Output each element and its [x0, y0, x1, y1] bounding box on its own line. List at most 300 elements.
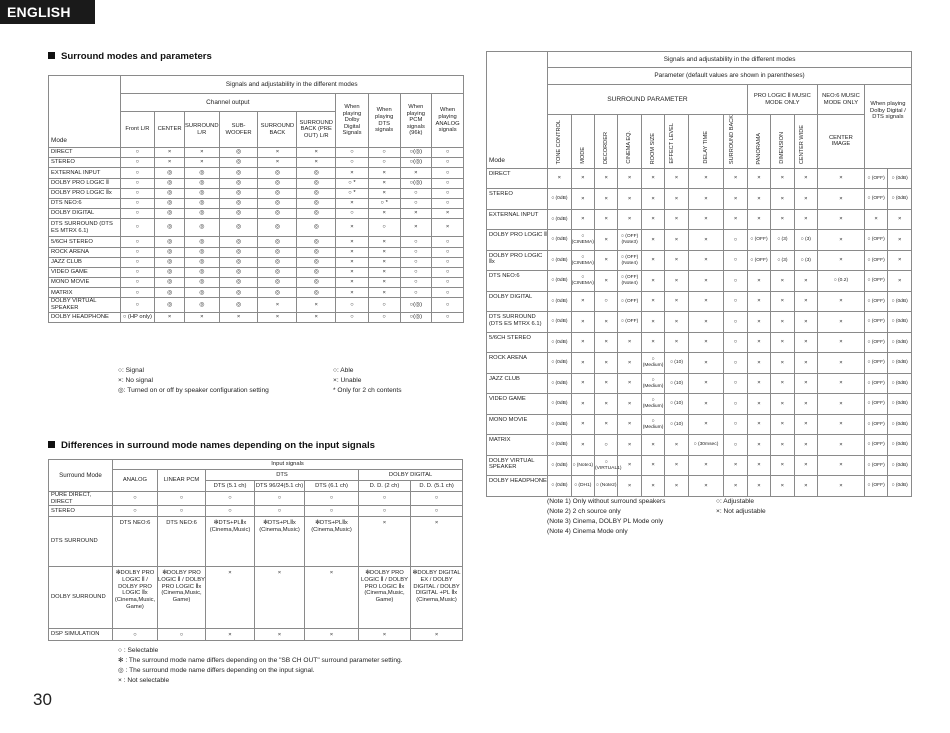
table-cell: ○ (Medium): [641, 394, 664, 415]
table-cell: ×: [747, 312, 770, 333]
table-cell: ×: [794, 312, 817, 333]
table-cell: ○: [724, 373, 747, 394]
mode-name-cell: MATRIX: [487, 435, 548, 456]
mode-name-cell: DIRECT: [49, 148, 121, 158]
table-cell: ○ (0dB): [888, 394, 912, 415]
table-cell: ◎: [155, 298, 185, 312]
table-cell: ×: [771, 455, 794, 476]
table-cell: ○ (VIRTUAL1): [594, 455, 617, 476]
table-cell: ×: [368, 237, 400, 247]
table-cell: ◎: [219, 247, 258, 257]
table-cell: ○ (3): [794, 230, 817, 251]
mode-name-cell: 5/6CH STEREO: [487, 332, 548, 353]
section-title-differences: Differences in surround mode names depending on the input signals: [48, 440, 375, 451]
table-cell: ◎: [184, 209, 219, 219]
table-cell: ○: [359, 492, 411, 506]
table-cell: ○ (0.2): [818, 271, 865, 292]
table-cell: ◎: [155, 209, 185, 219]
legend-able: ○: Able: [333, 367, 354, 374]
table-cell: ○: [724, 230, 747, 251]
table-cell: ◎: [297, 288, 336, 298]
table-cell: ×: [336, 168, 369, 178]
mode-name-cell: DOLBY PRO LOGIC Ⅱ: [487, 230, 548, 251]
table-cell: ○ (OFF): [864, 168, 887, 189]
table-cell: ○ (0dB): [548, 414, 571, 435]
mode-header: Mode: [49, 76, 121, 148]
table-cell: ×: [641, 209, 664, 230]
table-row: [487, 250, 912, 271]
table-cell: ×: [297, 298, 336, 312]
table-cell: ○: [120, 148, 155, 158]
table-cell: ×: [888, 271, 912, 292]
mode-name-cell: DOLBY PRO LOGIC Ⅱx: [487, 250, 548, 271]
table-cell: ○ *: [336, 178, 369, 188]
dts-col: DTS (5.1 ch): [206, 481, 255, 492]
table-cell: ×: [818, 373, 865, 394]
table-cell: ×: [794, 435, 817, 456]
table-cell: ◎: [297, 178, 336, 188]
table-row: [49, 247, 464, 257]
table-cell: ○: [432, 288, 464, 298]
table-cell: ×: [771, 209, 794, 230]
table-cell: ×: [724, 455, 747, 476]
table-cell: ×: [818, 312, 865, 333]
table-cell: ×: [155, 312, 185, 322]
table-cell: ○ (10): [665, 414, 688, 435]
table-cell: ×: [688, 230, 724, 251]
table-cell: ○: [113, 629, 158, 641]
table-row: [487, 312, 912, 333]
table-cell: ◎: [297, 267, 336, 277]
table-cell: ×: [688, 332, 724, 353]
table-cell: ○: [400, 247, 432, 257]
table-cell: ○: [336, 148, 369, 158]
table-row: [487, 168, 912, 189]
table-cell: ○: [336, 158, 369, 168]
table-cell: ×: [641, 250, 664, 271]
mode-name-cell: MATRIX: [49, 288, 121, 298]
table-cell: ○ (3): [771, 250, 794, 271]
table-cell: ×: [665, 271, 688, 292]
col-header-mode: MODE: [571, 115, 594, 169]
table-row: [49, 506, 463, 517]
table-cell: ○: [400, 278, 432, 288]
note-2: (Note 2) 2 ch source only: [547, 508, 621, 515]
table-cell: ×: [818, 353, 865, 374]
table-cell: ○: [120, 267, 155, 277]
mode-name-cell: JAZZ CLUB: [49, 257, 121, 267]
table-row: [487, 414, 912, 435]
table-cell: ×: [794, 394, 817, 415]
table-cell: ○: [255, 492, 305, 506]
table-cell: ◎: [258, 257, 297, 267]
table-cell: ×: [747, 476, 770, 497]
table-row: [49, 237, 464, 247]
dts-col: DTS (6.1 ch): [305, 481, 359, 492]
when-playing-header: When playing Dolby Digital / DTS signals: [864, 85, 911, 169]
table-cell: ×: [368, 178, 400, 188]
col-header: When playing DTS signals: [368, 94, 400, 148]
table-cell: ○ (0dB): [888, 476, 912, 497]
table-cell: ○: [368, 158, 400, 168]
table-cell: ◎: [155, 288, 185, 298]
table-row: [487, 332, 912, 353]
table-cell: ×: [368, 168, 400, 178]
table-cell: ○ (0dB): [888, 455, 912, 476]
dolby-digital-header: DOLBY DIGITAL: [359, 470, 463, 481]
table-cell: ×: [688, 476, 724, 497]
table-cell: ◎: [258, 178, 297, 188]
table-cell: ○: [724, 250, 747, 271]
table-cell: ×: [359, 517, 411, 567]
table-cell: ◎: [155, 219, 185, 237]
table-cell: ○: [255, 506, 305, 517]
table-cell: ○: [432, 298, 464, 312]
table-cell: ○ (0dB): [548, 373, 571, 394]
table-cell: ◎: [184, 168, 219, 178]
table-cell: ×: [219, 312, 258, 322]
table-cell: ×: [571, 312, 594, 333]
table-cell: ○: [400, 198, 432, 208]
table-cell: ×: [688, 168, 724, 189]
table-cell: ×: [336, 267, 369, 277]
dd-col: D. D. (2 ch): [359, 481, 411, 492]
table-cell: ×: [594, 312, 617, 333]
table-cell: ×: [400, 219, 432, 237]
table-cell: ○ (OFF): [747, 250, 770, 271]
table-cell: ◎: [155, 188, 185, 198]
table-cell: ×: [368, 209, 400, 219]
table-cell: ◎: [297, 278, 336, 288]
table-cell: ×: [432, 209, 464, 219]
table-cell: ◎: [219, 257, 258, 267]
surround-mode-cell: STEREO: [49, 506, 113, 517]
table-cell: ○: [400, 267, 432, 277]
table-cell: ×: [688, 414, 724, 435]
table-cell: ○ *: [368, 198, 400, 208]
table-cell: ✻DOLBY PRO LOGIC Ⅱ / DOLBY PRO LOGIC Ⅱx (Cinema,Music, Game): [158, 567, 206, 629]
table-cell: ×: [747, 291, 770, 312]
table-cell: ×: [688, 250, 724, 271]
table-cell: ◎: [219, 188, 258, 198]
table-cell: ×: [594, 168, 617, 189]
legend-sb-ch-out: ✻ : The surround mode name differs depending on the "SB CH OUT" surround parameter setting.: [118, 657, 403, 664]
table-cell: ○: [400, 257, 432, 267]
table-cell: ○: [432, 158, 464, 168]
table-cell: ×: [771, 353, 794, 374]
table-cell: ×: [571, 373, 594, 394]
table-cell: ×: [641, 476, 664, 497]
mode-name-cell: DOLBY VIRTUAL SPEAKER: [49, 298, 121, 312]
table-cell: ×: [771, 312, 794, 333]
table-cell: ×: [641, 312, 664, 333]
bullet-square-icon: [48, 441, 55, 448]
table-cell: ×: [297, 148, 336, 158]
table-cell: ×: [888, 209, 912, 230]
mode-name-cell: DOLBY VIRTUAL SPEAKER: [487, 455, 548, 476]
col-header-center-image: CENTER IMAGE: [818, 115, 865, 169]
surround-mode-cell: DSP SIMULATION: [49, 629, 113, 641]
table-cell: ○ (0dB): [888, 414, 912, 435]
table-cell: ×: [771, 435, 794, 456]
table-cell: ◎: [184, 257, 219, 267]
table-cell: ○(◎): [400, 312, 432, 322]
table-cell: ×: [688, 373, 724, 394]
table-row: [49, 148, 464, 158]
table-cell: ○: [432, 237, 464, 247]
parameter-header: Parameter (default values are shown in parentheses): [548, 68, 912, 85]
table-cell: ○ (OFF): [864, 291, 887, 312]
col-header: Front L/R: [120, 112, 155, 148]
table-cell: ○: [206, 492, 255, 506]
table-cell: ○ (OFF): [618, 291, 641, 312]
table-row: [49, 567, 463, 629]
table-cell: ◎: [258, 219, 297, 237]
table-cell: ○: [411, 492, 463, 506]
table-cell: ✻DTS+PLⅡx (Cinema,Music): [255, 517, 305, 567]
table-cell: ×: [618, 168, 641, 189]
col-header-dimension: DIMENSION: [771, 115, 794, 169]
table-cell: ◎: [297, 257, 336, 267]
table-cell: ×: [818, 435, 865, 456]
surround-mode-header: Surround Mode: [49, 460, 113, 492]
table-cell: ×: [665, 312, 688, 333]
table-cell: ○: [120, 219, 155, 237]
table-cell: ◎: [184, 288, 219, 298]
table-cell: ×: [665, 332, 688, 353]
table-cell: ×: [368, 188, 400, 198]
table-cell: ✻DTS+PLⅡx (Cinema,Music): [305, 517, 359, 567]
table-cell: ○ (Note2): [594, 476, 617, 497]
table-cell: ○ (CINEMA): [571, 271, 594, 292]
mode-name-cell: DOLBY DIGITAL: [487, 291, 548, 312]
table-cell: ○: [432, 178, 464, 188]
table-cell: ○ (OFF): [618, 312, 641, 333]
table-cell: ◎: [219, 298, 258, 312]
table-cell: ✻DOLBY PRO LOGIC Ⅱ / DOLBY PRO LOGIC Ⅱx (Cinema,Music, Game): [113, 567, 158, 629]
table-row: [487, 455, 912, 476]
table-row: [49, 517, 463, 567]
table-cell: ×: [665, 209, 688, 230]
legend-speaker-config: ◎: Turned on or off by speaker configuration setting: [118, 387, 269, 394]
table-cell: DTS NEO:6: [158, 517, 206, 567]
table-cell: ○ (Medium): [641, 373, 664, 394]
signals-header: Signals and adjustability in the different modes: [548, 52, 912, 68]
col-header: When playing Dolby Digital Signals: [336, 94, 369, 148]
table-cell: ◎: [297, 219, 336, 237]
table-cell: ○ (0dB): [548, 455, 571, 476]
dts-header: DTS: [206, 470, 359, 481]
table-cell: ×: [818, 291, 865, 312]
table-cell: ◎: [184, 247, 219, 257]
table-cell: ○ (OFF): [864, 455, 887, 476]
table-cell: ○: [594, 435, 617, 456]
table-cell: ◎: [258, 209, 297, 219]
note-1: (Note 1) Only without surround speakers: [547, 498, 666, 505]
table-cell: ×: [336, 278, 369, 288]
table-cell: ○: [120, 158, 155, 168]
table-cell: ×: [258, 158, 297, 168]
table-cell: ×: [255, 567, 305, 629]
table-cell: ○ (DH1): [571, 476, 594, 497]
table-cell: ○ (OFF): [864, 189, 887, 210]
col-header-tone-control: TONE CONTROL: [548, 115, 571, 169]
table-cell: ×: [594, 250, 617, 271]
surround-mode-cell: PURE DIRECT, DIRECT: [49, 492, 113, 506]
table-cell: ×: [336, 257, 369, 267]
table-cell: ×: [305, 629, 359, 641]
table-row: [487, 189, 912, 210]
table-cell: ×: [724, 189, 747, 210]
table-cell: ×: [794, 332, 817, 353]
table-cell: ×: [747, 353, 770, 374]
table-cell: ○: [120, 209, 155, 219]
mode-name-cell: MONO MOVIE: [49, 278, 121, 288]
table-cell: ◎: [258, 188, 297, 198]
table-cell: ○ (10): [665, 394, 688, 415]
table-cell: ×: [771, 394, 794, 415]
table-cell: ×: [594, 414, 617, 435]
table-cell: ×: [571, 435, 594, 456]
table-row: [487, 353, 912, 374]
table-cell: ×: [688, 209, 724, 230]
col-header-room-size: ROOM SIZE: [641, 115, 664, 169]
table-cell: ○: [368, 298, 400, 312]
legend-no-signal: ×: No signal: [118, 377, 154, 384]
table-cell: ◎: [258, 288, 297, 298]
table-cell: ×: [864, 209, 887, 230]
col-header-effect-level: EFFECT LEVEL: [665, 115, 688, 169]
table-row: [49, 257, 464, 267]
table-cell: ×: [665, 189, 688, 210]
table-cell: ○: [336, 209, 369, 219]
table-cell: ×: [641, 230, 664, 251]
table-cell: ×: [818, 414, 865, 435]
col-header-cinema-eq: CINEMA EQ.: [618, 115, 641, 169]
table-cell: ◎: [155, 247, 185, 257]
table-cell: ×: [771, 291, 794, 312]
table-cell: ◎: [155, 198, 185, 208]
table-cell: ×: [794, 353, 817, 374]
table-cell: ×: [688, 312, 724, 333]
table-cell: ×: [571, 353, 594, 374]
table-cell: ×: [594, 189, 617, 210]
table-cell: ◎: [184, 267, 219, 277]
table-cell: ×: [618, 455, 641, 476]
table-cell: ×: [368, 288, 400, 298]
table-row: [49, 178, 464, 188]
table-cell: ○ (3): [771, 230, 794, 251]
table-cell: ○: [400, 188, 432, 198]
mode-name-cell: STEREO: [487, 189, 548, 210]
bullet-square-icon: [48, 52, 55, 59]
table-cell: ○ (OFF) (Note3): [618, 230, 641, 251]
col-header-surround-back: SURROUND BACK: [724, 115, 747, 169]
table-cell: ×: [818, 332, 865, 353]
linear-pcm-header: LINEAR PCM: [158, 470, 206, 492]
mode-name-cell: MONO MOVIE: [487, 414, 548, 435]
table-cell: ○: [432, 257, 464, 267]
table-cell: ○ (0dB): [548, 394, 571, 415]
table-cell: ○: [400, 288, 432, 298]
table-cell: ×: [571, 168, 594, 189]
table-cell: ◎: [297, 209, 336, 219]
table-cell: ×: [359, 629, 411, 641]
table-cell: DTS NEO:6: [113, 517, 158, 567]
table-cell: ○: [724, 332, 747, 353]
table-cell: ×: [411, 517, 463, 567]
mode-name-cell: DTS NEO:6: [49, 198, 121, 208]
table-cell: ○ (0dB): [548, 250, 571, 271]
table-cell: ○ (0dB): [888, 373, 912, 394]
table-cell: ×: [618, 353, 641, 374]
table-cell: ○: [158, 492, 206, 506]
table-cell: ×: [594, 353, 617, 374]
table-cell: ○: [305, 492, 359, 506]
table-row: [49, 298, 464, 312]
table-cell: ×: [818, 189, 865, 210]
table-cell: ✻DTS+PLⅡx (Cinema,Music): [206, 517, 255, 567]
legend-selectable: ○ : Selectable: [118, 647, 159, 654]
col-header: SUB-WOOFER: [219, 112, 258, 148]
table-cell: ○: [120, 178, 155, 188]
col-header: SURROUND L/R: [184, 112, 219, 148]
table-cell: ×: [747, 332, 770, 353]
table-cell: ×: [297, 312, 336, 322]
table-cell: ×: [618, 476, 641, 497]
table-cell: ×: [747, 455, 770, 476]
table-cell: ×: [771, 332, 794, 353]
table-cell: ×: [665, 476, 688, 497]
table-cell: ○: [432, 278, 464, 288]
table-cell: ◎: [219, 178, 258, 188]
table-cell: ○ (HP only): [120, 312, 155, 322]
table-cell: ×: [336, 247, 369, 257]
table-cell: ×: [794, 291, 817, 312]
table-cell: ○: [120, 188, 155, 198]
table-row: [49, 288, 464, 298]
table-cell: ○ (0dB): [548, 476, 571, 497]
table-cell: ◎: [219, 288, 258, 298]
table-cell: ◎: [297, 168, 336, 178]
table-cell: ✻DOLBY DIGITAL EX / DOLBY DIGITAL / DOLBY DIGITAL +PL Ⅱx (Cinema,Music): [411, 567, 463, 629]
table-cell: ×: [747, 394, 770, 415]
table-cell: ×: [794, 189, 817, 210]
legend-not-adjustable: ×: Not adjustable: [716, 508, 766, 515]
table-cell: ○ (OFF): [864, 250, 887, 271]
col-header: SURROUND BACK: [258, 112, 297, 148]
surround-parameters-table: [486, 51, 912, 497]
surround-mode-cell: DOLBY SURROUND: [49, 567, 113, 629]
table-cell: ×: [571, 394, 594, 415]
table-cell: ○(◎): [400, 158, 432, 168]
table-cell: ○ (OFF): [747, 230, 770, 251]
table-cell: ○: [724, 394, 747, 415]
table-cell: ×: [594, 394, 617, 415]
table-cell: ○ (CINEMA): [571, 250, 594, 271]
table-cell: ◎: [155, 257, 185, 267]
col-header: SURROUND BACK (PRE OUT) L/R: [297, 112, 336, 148]
table-cell: ×: [618, 414, 641, 435]
table-row: [49, 312, 464, 322]
table-row: [49, 188, 464, 198]
table-cell: ○: [120, 247, 155, 257]
table-cell: ×: [184, 312, 219, 322]
table-cell: ◎: [258, 267, 297, 277]
table-cell: ○ (0dB): [888, 332, 912, 353]
mode-name-cell: STEREO: [49, 158, 121, 168]
table-row: [49, 629, 463, 641]
